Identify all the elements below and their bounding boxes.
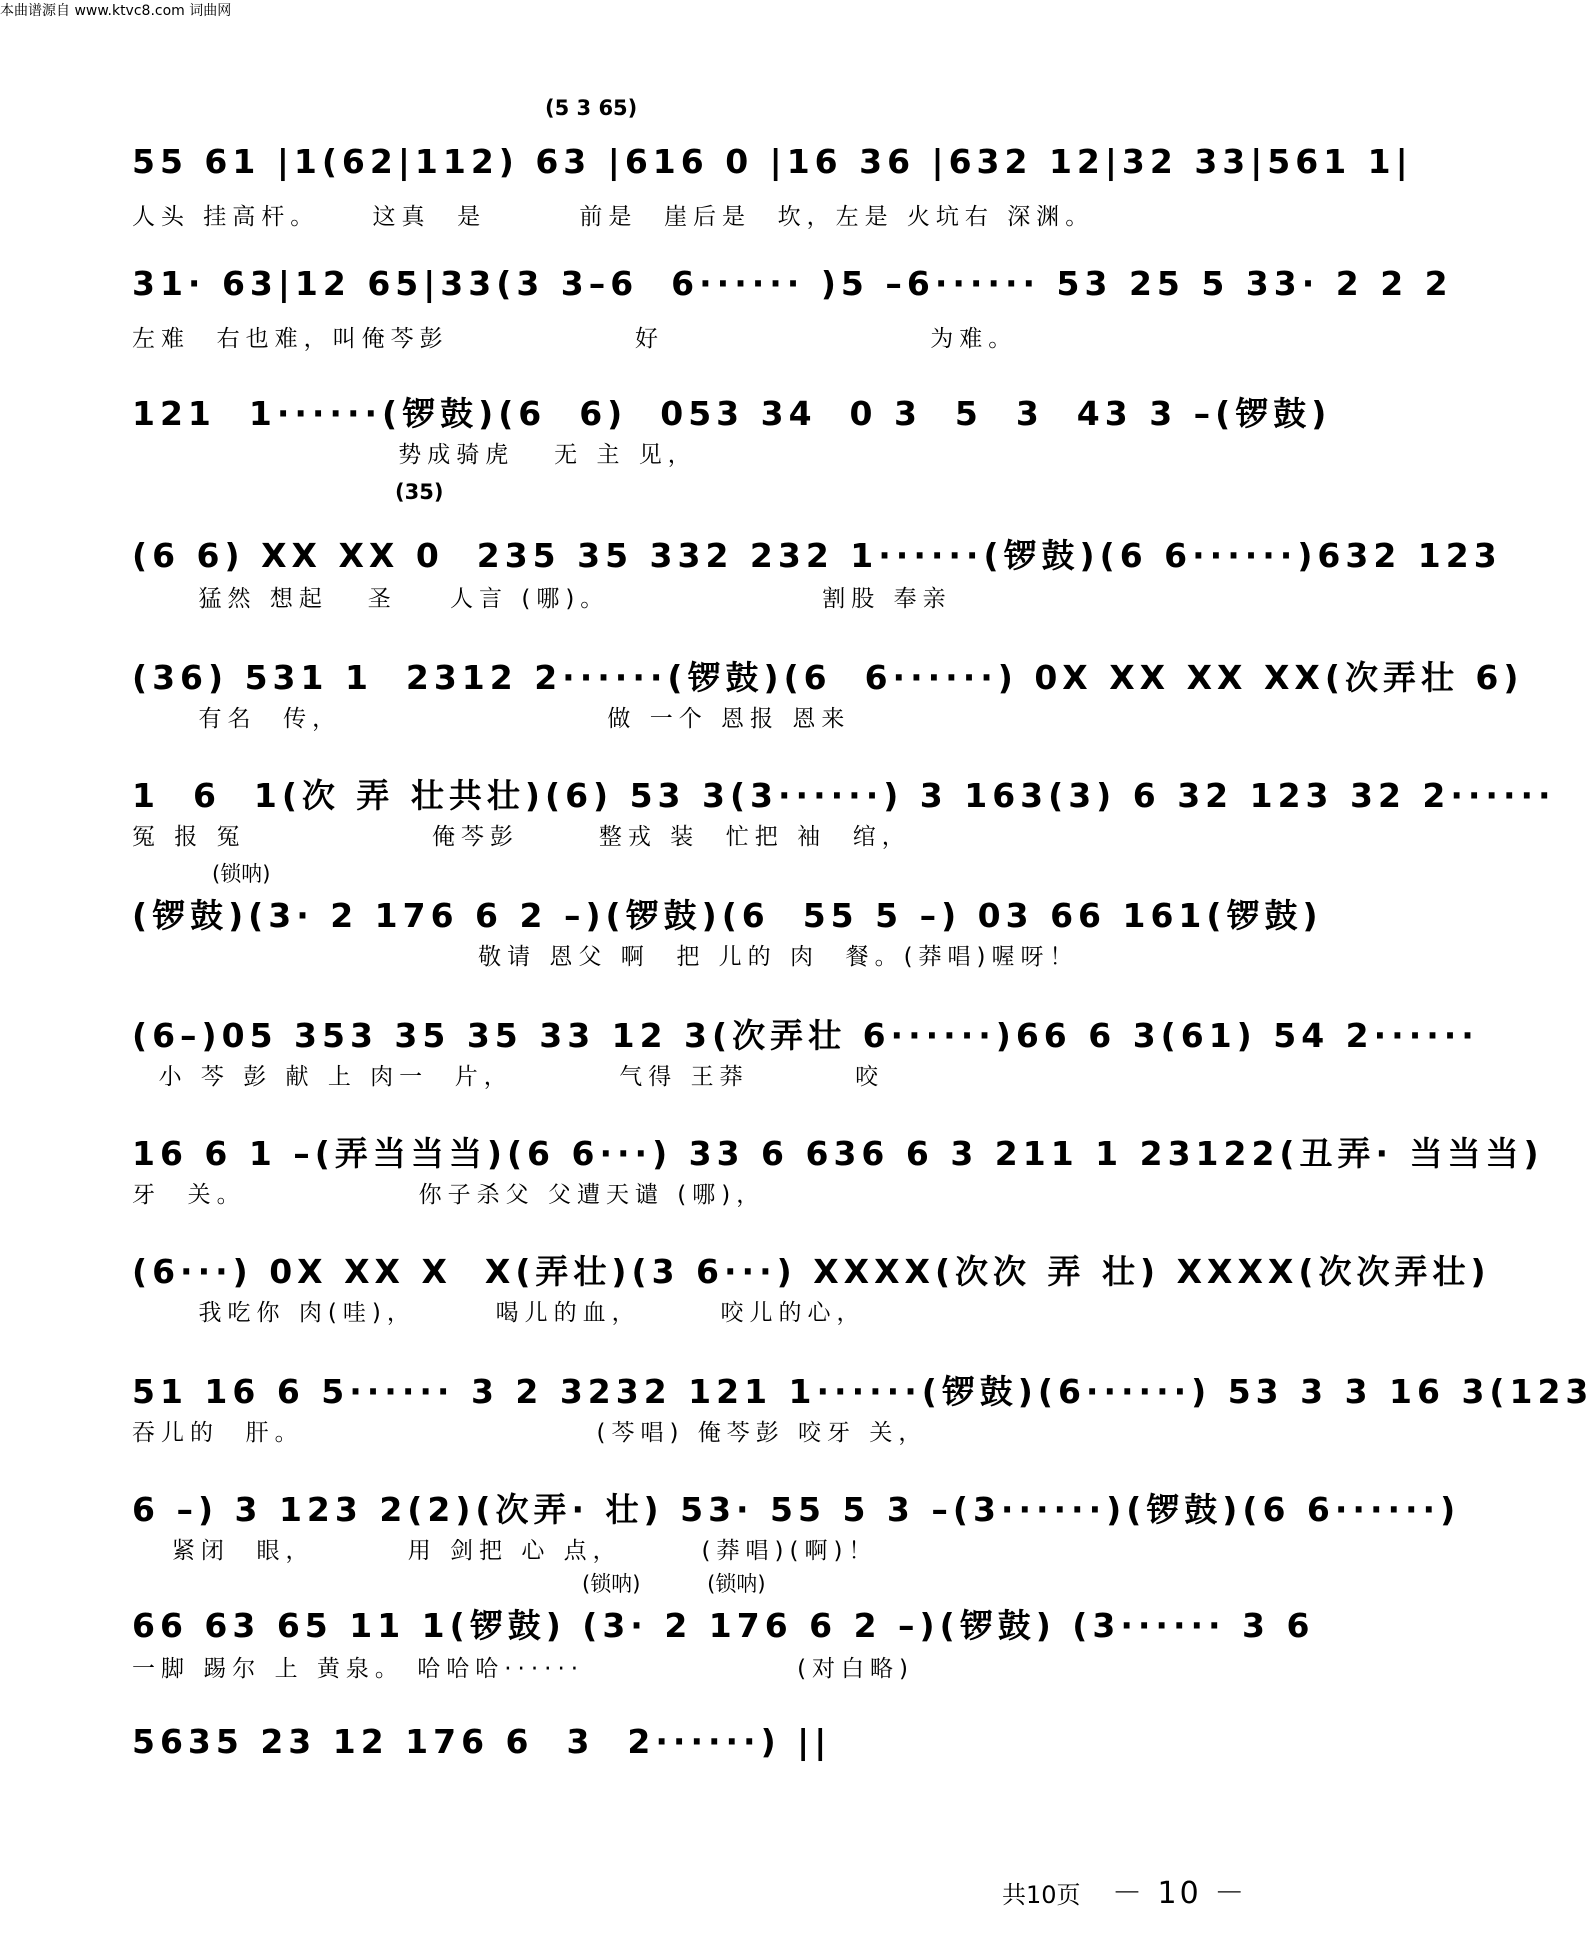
notation-line-8: (6–)05 353 35 35 33 12 3(次弄壮 6······)66 6 3(61) 54 2······: [132, 1016, 1479, 1055]
lyrics-line-6: 冤 报 冤 俺芩彭 整戎 装 忙把 袖 绾，: [132, 824, 911, 850]
lyrics-line-7: 敬请 恩父 啊 把 儿的 肉 餐。(莽唱)喔呀！: [132, 944, 1079, 970]
notation-line-7: (锣鼓)(3· 2 176 6 2 –)(锣鼓)(6 55 5 –) 03 66 161(锣鼓): [132, 896, 1323, 935]
lyrics-line-3: 势成骑虎 无 主 见，: [132, 442, 697, 468]
notation-line-1: 55 61 |1(62|112) 63 |616 0 |16 36 |632 12|32 33|561 1|: [132, 142, 1413, 181]
notation-line-5: (36) 531 1 2312 2······(锣鼓)(6 6······) 0X XX XX XX(次弄壮 6): [132, 658, 1524, 697]
notation-line-12: 6 –) 3 123 2(2)(次弄· 壮) 53· 55 5 3 –(3······)(锣鼓)(6 6······): [132, 1490, 1461, 1529]
lyrics-line-9: 牙 关。 你子杀父 父遭天谴 (哪)，: [132, 1182, 766, 1208]
lyrics-line-4: 猛然 想起 圣 人言 (哪)。 割股 奉亲: [132, 586, 952, 612]
source-header: 本曲谱源自 www.ktvc8.com 词曲网: [0, 3, 232, 19]
lyrics-line-1: 人头 挂高杆。 这真 是 前是 崖后是 坎，左是 火坑右 深渊。: [132, 204, 1095, 230]
notation-line-9: 16 6 1 –(弄当当当)(6 6···) 33 6 636 6 3 211 1 23122(丑弄· 当当当): [132, 1134, 1544, 1173]
lyrics-line-10: 我吃你 肉(哇)， 喝儿的血， 咬儿的心，: [132, 1300, 866, 1326]
notation-line-6: 1 6 1(次 弄 壮共壮)(6) 53 3(3······) 3 163(3) 6 32 123 32 2······: [132, 776, 1556, 815]
lyrics-line-13: 一脚 踢尔 上 黄泉。 哈哈哈······ (对白略): [132, 1656, 915, 1682]
instrument-annotation: (锁呐): [212, 862, 271, 886]
total-pages: 共10页: [1002, 1881, 1081, 1909]
notation-line-4: (6 6) XX XX 0 235 35 332 232 1······(锣鼓)(6 6······)632 123: [132, 536, 1502, 575]
notation-line-14: 5635 23 12 176 6 3 2······) ||: [132, 1722, 832, 1761]
lyrics-line-8: 小 芩 彭 献 上 肉一 片， 气得 王莽 咬: [132, 1064, 885, 1090]
notation-line-13: 66 63 65 11 1(锣鼓) (3· 2 176 6 2 –)(锣鼓) (3······ 3 6: [132, 1606, 1315, 1645]
lyrics-line-2: 左难 右也难，叫俺芩彭 好 为难。: [132, 326, 1018, 352]
notation-line-2: 31· 63|12 65|33(3 3–6 6······ )5 –6······ 53 25 5 33· 2 2 2: [132, 264, 1453, 303]
instrument-annotation: (锁呐) (锁呐): [582, 1572, 766, 1596]
notation-line-11: 51 16 6 5······ 3 2 3232 121 1······(锣鼓)(6······) 53 3 3 16 3(123: [132, 1372, 1593, 1411]
grace-notes-annotation: (5 3 65): [545, 96, 638, 120]
lyrics-line-11: 吞儿的 肝。 (芩唱) 俺芩彭 咬牙 关，: [132, 1420, 928, 1446]
grace-notes-annotation: (35): [395, 480, 444, 504]
lyrics-line-12: 紧闭 眼， 用 剑把 心 点， (莽唱)(啊)！: [132, 1538, 878, 1564]
notation-line-3: 121 1······(锣鼓)(6 6) 053 34 0 3 5 3 43 3 –(锣鼓): [132, 394, 1332, 433]
page-number: － 10 －: [1112, 1876, 1248, 1911]
lyrics-line-5: 有名 传， 做 一个 恩报 恩来: [132, 706, 851, 732]
notation-line-10: (6···) 0X XX X X(弄壮)(3 6···) XXXX(次次 弄 壮) XXXX(次次弄壮): [132, 1252, 1491, 1291]
